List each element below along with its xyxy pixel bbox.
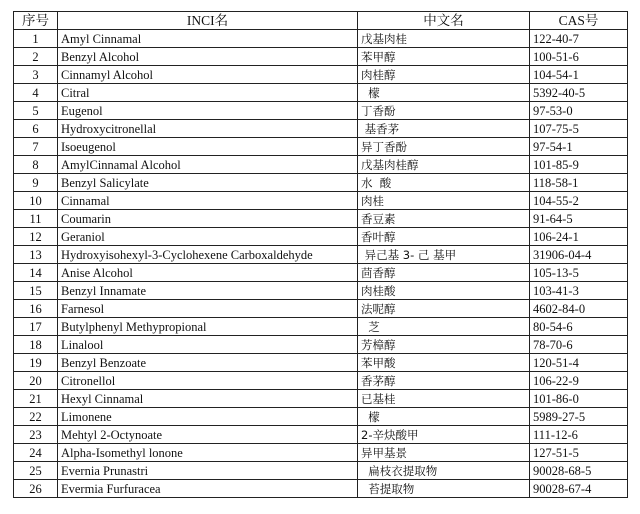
row-number-cell: 3	[14, 66, 58, 84]
table-row	[14, 174, 628, 192]
table-row	[14, 336, 628, 354]
chinese-name-cell: 异己基 3- 己 基甲	[358, 246, 530, 264]
chinese-name-cell: 肉桂醇	[358, 66, 530, 84]
chinese-name-cell: 檬	[358, 408, 530, 426]
row-number-cell: 21	[14, 390, 58, 408]
cas-number-cell: 5989-27-5	[530, 408, 628, 426]
chinese-name-cell: 戊基肉桂醇	[358, 156, 530, 174]
chinese-name-cell: 基香茅	[358, 120, 530, 138]
table-row	[14, 462, 628, 480]
cas-number-cell: 80-54-6	[530, 318, 628, 336]
table-row	[14, 246, 628, 264]
chinese-name-cell: 肉桂	[358, 192, 530, 210]
fragrance-allergen-table	[13, 11, 628, 498]
table-row	[14, 48, 628, 66]
chinese-name-cell: 戊基肉桂	[358, 30, 530, 48]
row-number-cell: 22	[14, 408, 58, 426]
chinese-name-cell: 扁枝衣提取物	[358, 462, 530, 480]
cas-number-cell: 5392-40-5	[530, 84, 628, 102]
inci-name-cell: Farnesol	[58, 300, 358, 318]
table-row	[14, 390, 628, 408]
chinese-name-cell: 法呢醇	[358, 300, 530, 318]
cas-number-cell: 97-54-1	[530, 138, 628, 156]
chinese-name-cell: 香茅醇	[358, 372, 530, 390]
cas-number-cell: 122-40-7	[530, 30, 628, 48]
row-number-cell: 14	[14, 264, 58, 282]
inci-name-cell: Cinnamyl Alcohol	[58, 66, 358, 84]
chinese-name-cell: 异甲基景	[358, 444, 530, 462]
inci-name-cell: Benzyl Benzoate	[58, 354, 358, 372]
table-row	[14, 264, 628, 282]
row-number-cell: 12	[14, 228, 58, 246]
table-row	[14, 426, 628, 444]
table-row	[14, 372, 628, 390]
chinese-name-cell: 芝	[358, 318, 530, 336]
inci-name-cell: Butylphenyl Methypropional	[58, 318, 358, 336]
row-number-cell: 10	[14, 192, 58, 210]
inci-name-cell: Mehtyl 2-Octynoate	[58, 426, 358, 444]
cas-number-cell: 90028-67-4	[530, 480, 628, 498]
inci-name-cell: Geraniol	[58, 228, 358, 246]
cas-number-cell: 106-22-9	[530, 372, 628, 390]
inci-name-cell: Benzyl Alcohol	[58, 48, 358, 66]
cas-number-cell: 104-55-2	[530, 192, 628, 210]
header-chinese-name: 中文名	[358, 12, 530, 30]
table-row	[14, 156, 628, 174]
inci-name-cell: Evernia Prunastri	[58, 462, 358, 480]
chinese-name-cell: 苯甲酸	[358, 354, 530, 372]
row-number-cell: 13	[14, 246, 58, 264]
table-row	[14, 228, 628, 246]
chinese-name-cell: 已基桂	[358, 390, 530, 408]
cas-number-cell: 101-86-0	[530, 390, 628, 408]
row-number-cell: 4	[14, 84, 58, 102]
inci-name-cell: Eugenol	[58, 102, 358, 120]
row-number-cell: 25	[14, 462, 58, 480]
inci-name-cell: Amyl Cinnamal	[58, 30, 358, 48]
chinese-name-cell: 水 酸	[358, 174, 530, 192]
table-row	[14, 408, 628, 426]
chinese-name-cell: 芳樟醇	[358, 336, 530, 354]
header-number: 序号	[14, 12, 58, 30]
row-number-cell: 18	[14, 336, 58, 354]
row-number-cell: 15	[14, 282, 58, 300]
chinese-name-cell: 香叶醇	[358, 228, 530, 246]
cas-number-cell: 106-24-1	[530, 228, 628, 246]
table-row	[14, 120, 628, 138]
cas-number-cell: 31906-04-4	[530, 246, 628, 264]
inci-name-cell: Citral	[58, 84, 358, 102]
cas-number-cell: 103-41-3	[530, 282, 628, 300]
inci-name-cell: Benzyl Innamate	[58, 282, 358, 300]
chinese-name-cell: 茴香醇	[358, 264, 530, 282]
cas-number-cell: 118-58-1	[530, 174, 628, 192]
chinese-name-cell: 香豆素	[358, 210, 530, 228]
cas-number-cell: 127-51-5	[530, 444, 628, 462]
row-number-cell: 19	[14, 354, 58, 372]
table-row	[14, 318, 628, 336]
row-number-cell: 20	[14, 372, 58, 390]
allergen-table-container	[13, 11, 628, 498]
inci-name-cell: Citronellol	[58, 372, 358, 390]
table-row	[14, 282, 628, 300]
inci-name-cell: Linalool	[58, 336, 358, 354]
row-number-cell: 11	[14, 210, 58, 228]
cas-number-cell: 101-85-9	[530, 156, 628, 174]
chinese-name-cell: 丁香酚	[358, 102, 530, 120]
row-number-cell: 1	[14, 30, 58, 48]
table-row	[14, 444, 628, 462]
row-number-cell: 26	[14, 480, 58, 498]
inci-name-cell: Hydroxyisohexyl-3-Cyclohexene Carboxaldehyde	[58, 246, 358, 264]
table-body	[14, 30, 628, 498]
row-number-cell: 7	[14, 138, 58, 156]
cas-number-cell: 90028-68-5	[530, 462, 628, 480]
table-row	[14, 300, 628, 318]
chinese-name-cell: 2-辛炔酸甲	[358, 426, 530, 444]
cas-number-cell: 97-53-0	[530, 102, 628, 120]
table-row	[14, 30, 628, 48]
table-row	[14, 480, 628, 498]
cas-number-cell: 120-51-4	[530, 354, 628, 372]
inci-name-cell: Evermia Furfuracea	[58, 480, 358, 498]
table-header-row	[14, 12, 628, 30]
table-row	[14, 192, 628, 210]
cas-number-cell: 78-70-6	[530, 336, 628, 354]
inci-name-cell: Limonene	[58, 408, 358, 426]
chinese-name-cell: 肉桂酸	[358, 282, 530, 300]
cas-number-cell: 4602-84-0	[530, 300, 628, 318]
row-number-cell: 17	[14, 318, 58, 336]
chinese-name-cell: 苯甲醇	[358, 48, 530, 66]
table-row	[14, 210, 628, 228]
table-row	[14, 66, 628, 84]
inci-name-cell: Alpha-Isomethyl lonone	[58, 444, 358, 462]
inci-name-cell: Coumarin	[58, 210, 358, 228]
row-number-cell: 23	[14, 426, 58, 444]
inci-name-cell: Anise Alcohol	[58, 264, 358, 282]
cas-number-cell: 100-51-6	[530, 48, 628, 66]
cas-number-cell: 91-64-5	[530, 210, 628, 228]
chinese-name-cell: 苔提取物	[358, 480, 530, 498]
chinese-name-cell: 檬	[358, 84, 530, 102]
inci-name-cell: Benzyl Salicylate	[58, 174, 358, 192]
row-number-cell: 2	[14, 48, 58, 66]
header-cas-number: CAS号	[530, 12, 628, 30]
table-row	[14, 102, 628, 120]
chinese-name-cell: 异丁香酚	[358, 138, 530, 156]
table-row	[14, 354, 628, 372]
table-row	[14, 138, 628, 156]
cas-number-cell: 111-12-6	[530, 426, 628, 444]
inci-name-cell: Hydroxycitronellal	[58, 120, 358, 138]
row-number-cell: 8	[14, 156, 58, 174]
inci-name-cell: Cinnamal	[58, 192, 358, 210]
cas-number-cell: 104-54-1	[530, 66, 628, 84]
inci-name-cell: Hexyl Cinnamal	[58, 390, 358, 408]
table-row	[14, 84, 628, 102]
header-inci-name: INCI名	[58, 12, 358, 30]
row-number-cell: 9	[14, 174, 58, 192]
row-number-cell: 5	[14, 102, 58, 120]
cas-number-cell: 105-13-5	[530, 264, 628, 282]
inci-name-cell: Isoeugenol	[58, 138, 358, 156]
row-number-cell: 6	[14, 120, 58, 138]
cas-number-cell: 107-75-5	[530, 120, 628, 138]
row-number-cell: 16	[14, 300, 58, 318]
inci-name-cell: AmylCinnamal Alcohol	[58, 156, 358, 174]
row-number-cell: 24	[14, 444, 58, 462]
